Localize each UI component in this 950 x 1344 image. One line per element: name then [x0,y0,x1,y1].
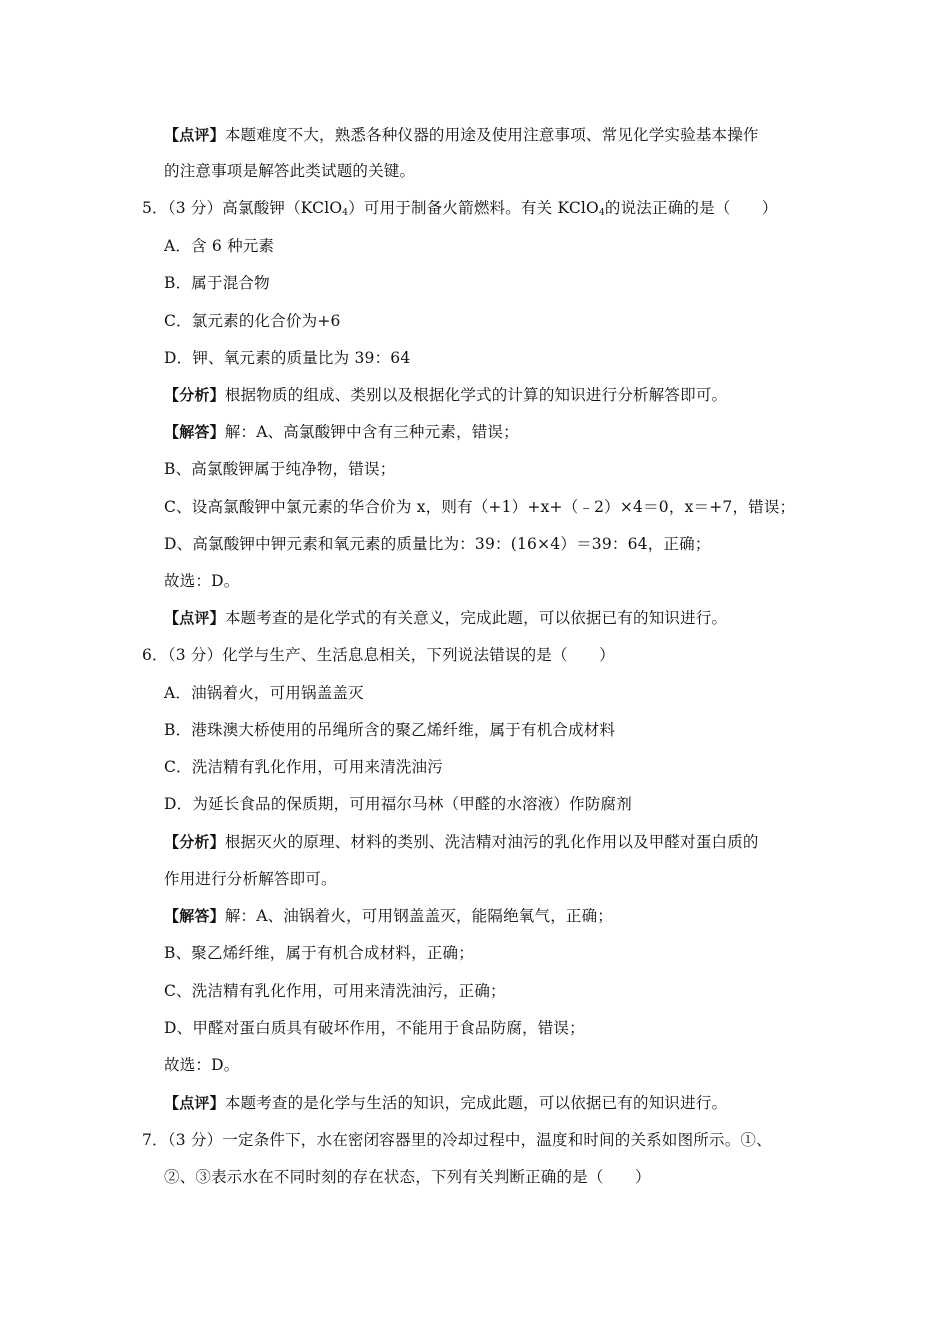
q6-answer-c: C、洗洁精有乳化作用，可用来清洗油污，正确； [164,982,506,1000]
q5-answer-c: C、设高氯酸钾中氯元素的华合价为 x，则有（+1）+x+（﹣2）×4＝0，x＝+7，错误； [164,498,796,516]
q5-choice: 故选：D。 [164,572,240,590]
q6-analysis-2: 作用进行分析解答即可。 [164,870,337,888]
q5-review: 【点评】本题考查的是化学式的有关意义，完成此题，可以依据已有的知识进行。 [164,609,728,627]
q6-answer: 【解答】解：A、油锅着火，可用钢盖盖灭，能隔绝氧气，正确； [164,907,614,925]
question-5-stem: 5．（3 分）高氯酸钾（KClO$_4$）可用于制备火箭燃料。有关 KClO$_4$的说法正确的是（ ） [142,199,778,218]
q6-analysis: 【分析】根据灭火的原理、材料的类别、洗洁精对油污的乳化作用以及甲醛对蛋白质的 [164,833,759,851]
q5-answer: 【解答】解：A、高氯酸钾中含有三种元素，错误； [164,423,519,441]
q6-option-c: C．洗洁精有乳化作用，可用来清洗油污 [164,758,443,776]
q5-answer-b: B、高氯酸钾属于纯净物，错误； [164,460,396,478]
question-7-stem: 7．（3 分）一定条件下，水在密闭容器里的冷却过程中，温度和时间的关系如图所示。①、 [142,1131,772,1149]
q6-choice: 故选：D。 [164,1056,240,1074]
q5-option-b: B．属于混合物 [164,274,270,292]
q6-review: 【点评】本题考查的是化学与生活的知识，完成此题，可以依据已有的知识进行。 [164,1094,728,1112]
q6-option-d: D．为延长食品的保质期，可用福尔马林（甲醛的水溶液）作防腐剂 [164,795,632,813]
q6-answer-d: D、甲醛对蛋白质具有破坏作用，不能用于食品防腐，错误； [164,1019,585,1037]
review-line: 【点评】本题难度不大，熟悉各种仪器的用途及使用注意事项、常见化学实验基本操作 [164,126,759,144]
q5-answer-d: D、高氯酸钾中钾元素和氧元素的质量比为：39：(16×4）＝39：64，正确； [164,535,711,553]
question-7-stem-2: ②、③表示水在不同时刻的存在状态，下列有关判断正确的是（ ） [164,1168,651,1186]
question-6-stem: 6．（3 分）化学与生产、生活息息相关，下列说法错误的是（ ） [142,646,615,664]
review-tag: 【点评】 [164,126,225,144]
q6-option-a: A．油锅着火，可用锅盖盖灭 [164,684,364,702]
q5-option-c: C．氯元素的化合价为+6 [164,312,341,330]
review-line-2: 的注意事项是解答此类试题的关键。 [164,162,416,180]
q6-answer-b: B、聚乙烯纤维，属于有机合成材料，正确； [164,944,474,962]
q5-option-d: D．钾、氧元素的质量比为 39：64 [164,349,411,367]
q5-analysis: 【分析】根据物质的组成、类别以及根据化学式的计算的知识进行分析解答即可。 [164,386,728,404]
q6-option-b: B．港珠澳大桥使用的吊绳所含的聚乙烯纤维，属于有机合成材料 [164,721,616,739]
q5-option-a: A．含 6 种元素 [164,237,275,255]
